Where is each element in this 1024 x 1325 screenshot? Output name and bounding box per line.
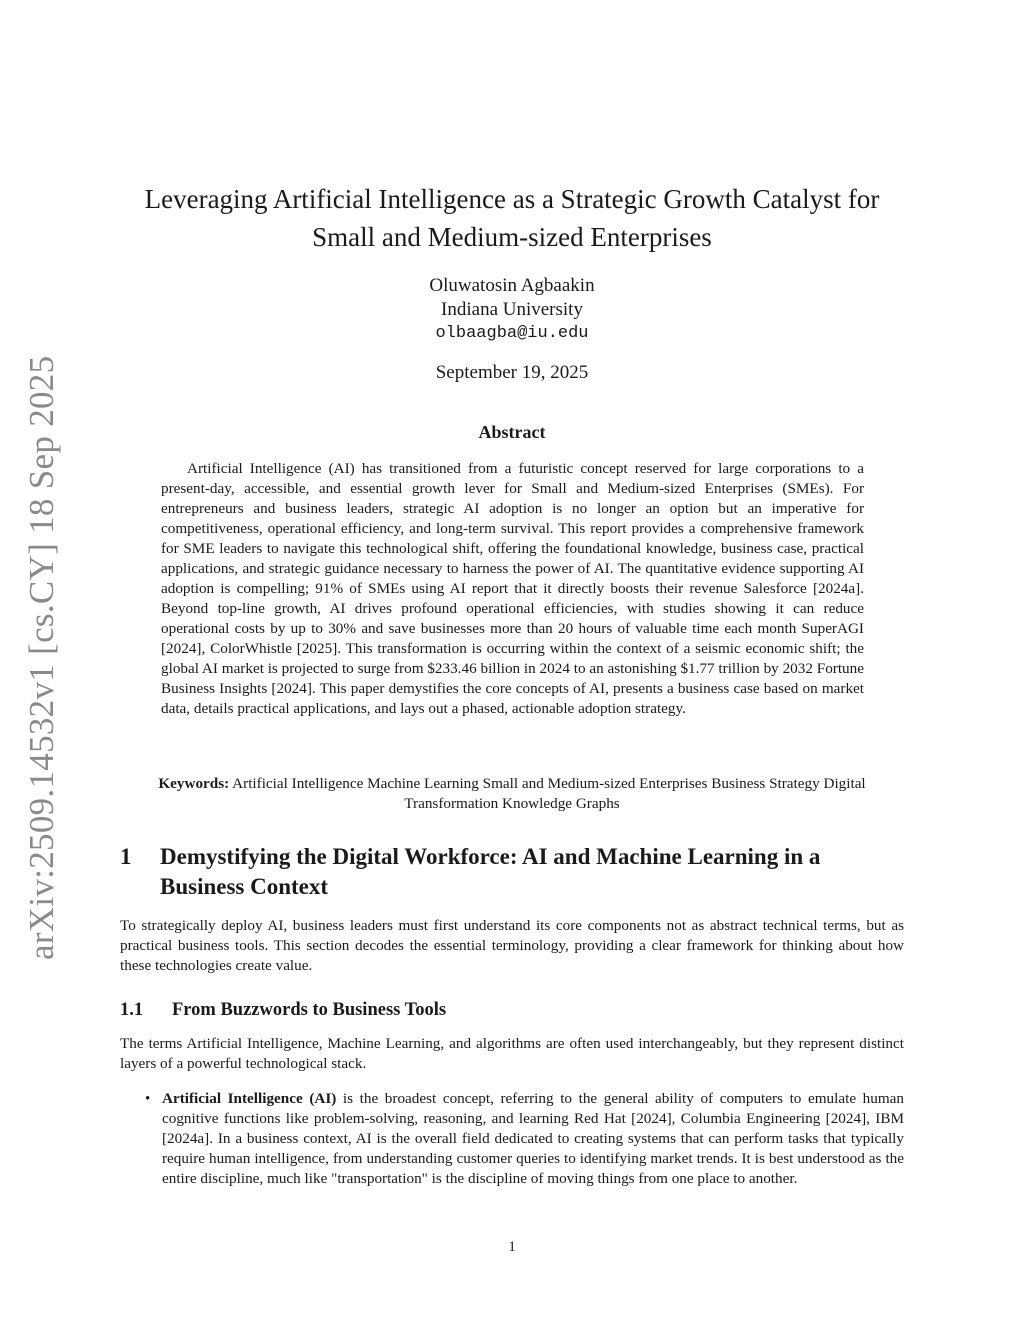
section-title: Demystifying the Digital Workforce: AI and Machine Learning in a Business Context	[160, 844, 821, 899]
list-item	[120, 1089, 904, 1189]
subsection-number: 1.1	[120, 1000, 144, 1020]
publication-date: September 19, 2025	[435, 362, 589, 383]
author-affiliation: Indiana University	[441, 299, 583, 320]
list-item-text: is the broadest concept, referring to the general ability of computers to emulate human cognitive functions like problem-solving, reasoning, and learning Red Hat [2024], Columbia Engineering [2024], IBM [2024a]. In a business context, AI is the overall field dedicated to creating systems that can perform tasks that typically require human intelligence, from understanding customer queries to identifying market trends. It is best understood as the entire discipline, much like "transportation" is the discipline of moving things from one place to another.	[162, 1090, 904, 1187]
paper-title: Leveraging Artificial Intelligence as a Strategic Growth Catalyst for Small and Medium-sized Enterprises	[144, 184, 880, 252]
keywords	[120, 774, 904, 814]
list-item-term: Artificial Intelligence (AI)	[162, 1090, 337, 1107]
abstract-text: Artificial Intelligence (AI) has transitioned from a futuristic concept reserved for large corporations to a present-day, accessible, and essential growth lever for Small and Medium-sized Enterprises (SMEs). For entrepreneurs and business leaders, strategic AI adoption is no longer an option but an imperative for competitiveness, operational efficiency, and long-term survival. This report provides a comprehensive framework for SME leaders to navigate this technological shift, offering the foundational knowledge, business case, practical applications, and strategic guidance necessary to harness the power of AI. The quantitative evidence supporting AI adoption is compelling; 91% of SMEs using AI report that it directly boosts their revenue Salesforce [2024a]. Beyond top-line growth, AI drives profound operational efficiencies, with studies showing it can reduce operational costs by up to 30% and save businesses more than 20 hours of valuable time each month SuperAGI [2024], ColorWhistle [2025]. This transformation is occurring within the context of a seismic economic shift; the global AI market is projected to surge from $233.46 billion in 2024 to an astonishing $1.77 trillion by 2032 Fortune Business Insights [2024]. This paper demystifies the core concepts of AI, presents a business case based on market data, details practical applications, and lays out a phased, actionable adoption strategy.	[161, 460, 864, 717]
author-block	[312, 274, 712, 346]
section-heading	[120, 842, 910, 902]
arxiv-identifier: arXiv:2509.14532v1 [cs.CY] 18 Sep 2025	[22, 355, 61, 960]
subsection-heading	[120, 1000, 904, 1021]
bullet-marker: •	[145, 1090, 151, 1107]
section-number: 1	[120, 844, 132, 869]
section-intro-paragraph: To strategically deploy AI, business leaders must first understand its core components not as abstract technical terms, but as practical business tools. This section decodes the essential terminology, providing a clear framework for thinking about how these technologies create value.	[120, 917, 904, 974]
subsection-intro-paragraph: The terms Artificial Intelligence, Machine Learning, and algorithms are often used interchangeably, but they represent distinct layers of a powerful technological stack.	[120, 1035, 904, 1072]
definition-list	[120, 1089, 904, 1189]
abstract-heading: Abstract	[478, 422, 546, 442]
subsection-title: From Buzzwords to Business Tools	[172, 1000, 447, 1020]
keywords-label: Keywords:	[158, 775, 230, 792]
page-number: 1	[508, 1238, 516, 1255]
author-email[interactable]: olbaagba@iu.edu	[435, 324, 589, 343]
author-name: Oluwatosin Agbaakin	[429, 275, 595, 296]
arxiv-side-stamp	[22, 355, 70, 960]
keywords-list: Artificial Intelligence Machine Learning Small and Medium-sized Enterprises Business Strategy Digital Transformation Knowledge Graphs	[232, 775, 866, 812]
